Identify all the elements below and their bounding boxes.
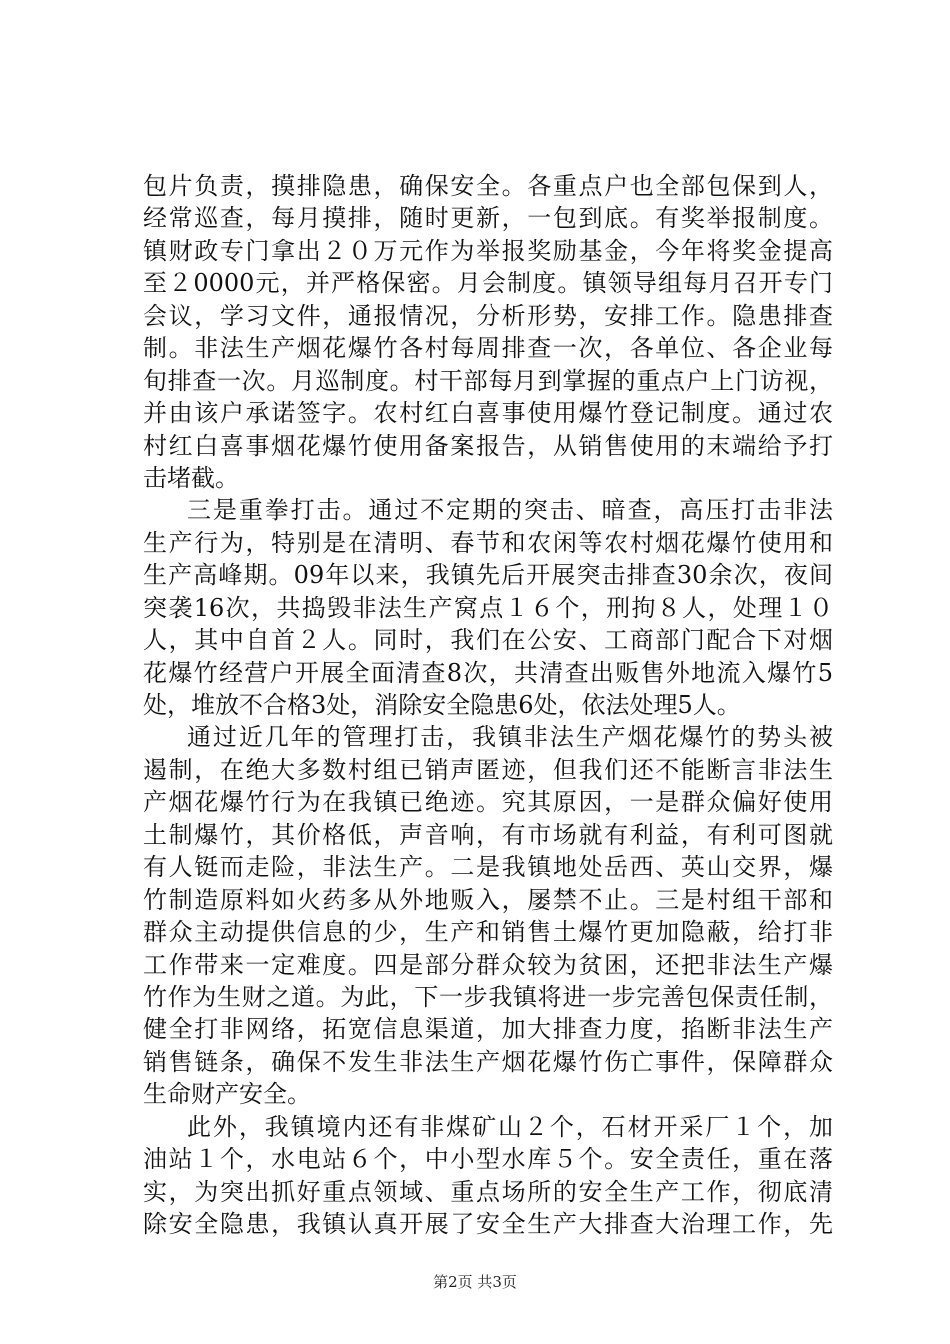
text-line: 镇财政专门拿出２０万元作为举报奖励基金，今年将奖金提高	[143, 236, 833, 265]
text-line: 至２0000元，并严格保密。月会制度。镇领导组每月召开专门	[143, 269, 833, 298]
text-line: 除安全隐患，我镇认真开展了安全生产大排查大治理工作，先	[143, 1210, 833, 1238]
text-line: 会议，学习文件，通报情况，分析形势，安排工作。隐患排查	[143, 301, 833, 330]
text-line: 群众主动提供信息的少，生产和销售土爆竹更加隐蔽，给打非	[143, 918, 833, 947]
text-line: 包片负责，摸排隐患，确保安全。各重点户也全部包保到人，	[143, 172, 833, 200]
text-line: 竹制造原料如火药多从外地贩入，屡禁不止。三是村组干部和	[143, 885, 833, 914]
paragraph	[143, 170, 833, 494]
text-line: 土制爆竹，其价格低，声音响，有市场就有利益，有利可图就	[143, 820, 833, 849]
document-body	[143, 170, 833, 1240]
text-line: 有人铤而走险，非法生产。二是我镇地处岳西、英山交界，爆	[143, 853, 833, 882]
text-line: 村红白喜事烟花爆竹使用备案报告，从销售使用的末端给予打	[143, 431, 833, 460]
text-line: 此外，我镇境内还有非煤矿山２个，石材开采厂１个，加	[187, 1112, 833, 1141]
paragraph	[143, 721, 833, 1110]
text-line: 生命财产安全。	[143, 1080, 311, 1109]
page-footer: 第2页 共3页	[433, 1273, 517, 1291]
text-line: 经常巡查，每月摸排，随时更新，一包到底。有奖举报制度。	[143, 204, 833, 233]
text-line: 生产行为，特别是在清明、春节和农闲等农村烟花爆竹使用和	[143, 528, 833, 557]
text-line: 突袭16次，共捣毁非法生产窝点１６个，刑拘８人，处理１０	[143, 593, 833, 622]
text-line: 实，为突出抓好重点领域、重点场所的安全生产工作，彻底清	[143, 1177, 833, 1206]
text-line: 击堵截。	[143, 463, 239, 492]
paragraph	[143, 1111, 833, 1241]
text-line: 三是重拳打击。通过不定期的突击、暗查，高压打击非法	[187, 496, 833, 525]
text-line: 处，堆放不合格3处，消除安全隐患6处，依法处理5人。	[143, 691, 741, 719]
text-line: 花爆竹经营户开展全面清查8次，共清查出贩售外地流入爆竹5	[143, 658, 833, 687]
text-line: 销售链条，确保不发生非法生产烟花爆竹伤亡事件，保障群众	[143, 1047, 833, 1076]
text-line: 遏制，在绝大多数村组已销声匿迹，但我们还不能断言非法生	[143, 755, 833, 784]
text-line: 人，其中自首２人。同时，我们在公安、工商部门配合下对烟	[143, 626, 833, 655]
text-line: 通过近几年的管理打击，我镇非法生产烟花爆竹的势头被	[187, 723, 833, 752]
text-line: 工作带来一定难度。四是部分群众较为贫困，还把非法生产爆	[143, 950, 833, 979]
paragraph	[143, 494, 833, 721]
text-line: 制。非法生产烟花爆竹各村每周排查一次，各单位、各企业每	[143, 334, 833, 363]
text-line: 产烟花爆竹行为在我镇已绝迹。究其原因，一是群众偏好使用	[143, 788, 833, 817]
text-line: 竹作为生财之道。为此，下一步我镇将进一步完善包保责任制，	[143, 982, 833, 1011]
text-line: 健全打非网络，拓宽信息渠道，加大排查力度，掐断非法生产	[143, 1015, 833, 1044]
text-line: 油站１个，水电站６个，中小型水库５个。安全责任，重在落	[143, 1145, 833, 1174]
text-line: 并由该户承诺签字。农村红白喜事使用爆竹登记制度。通过农	[143, 399, 833, 428]
text-line: 旬排查一次。月巡制度。村干部每月到掌握的重点户上门访视，	[143, 366, 833, 395]
text-line: 生产高峰期。09年以来，我镇先后开展突击排查30余次，夜间	[143, 561, 833, 590]
